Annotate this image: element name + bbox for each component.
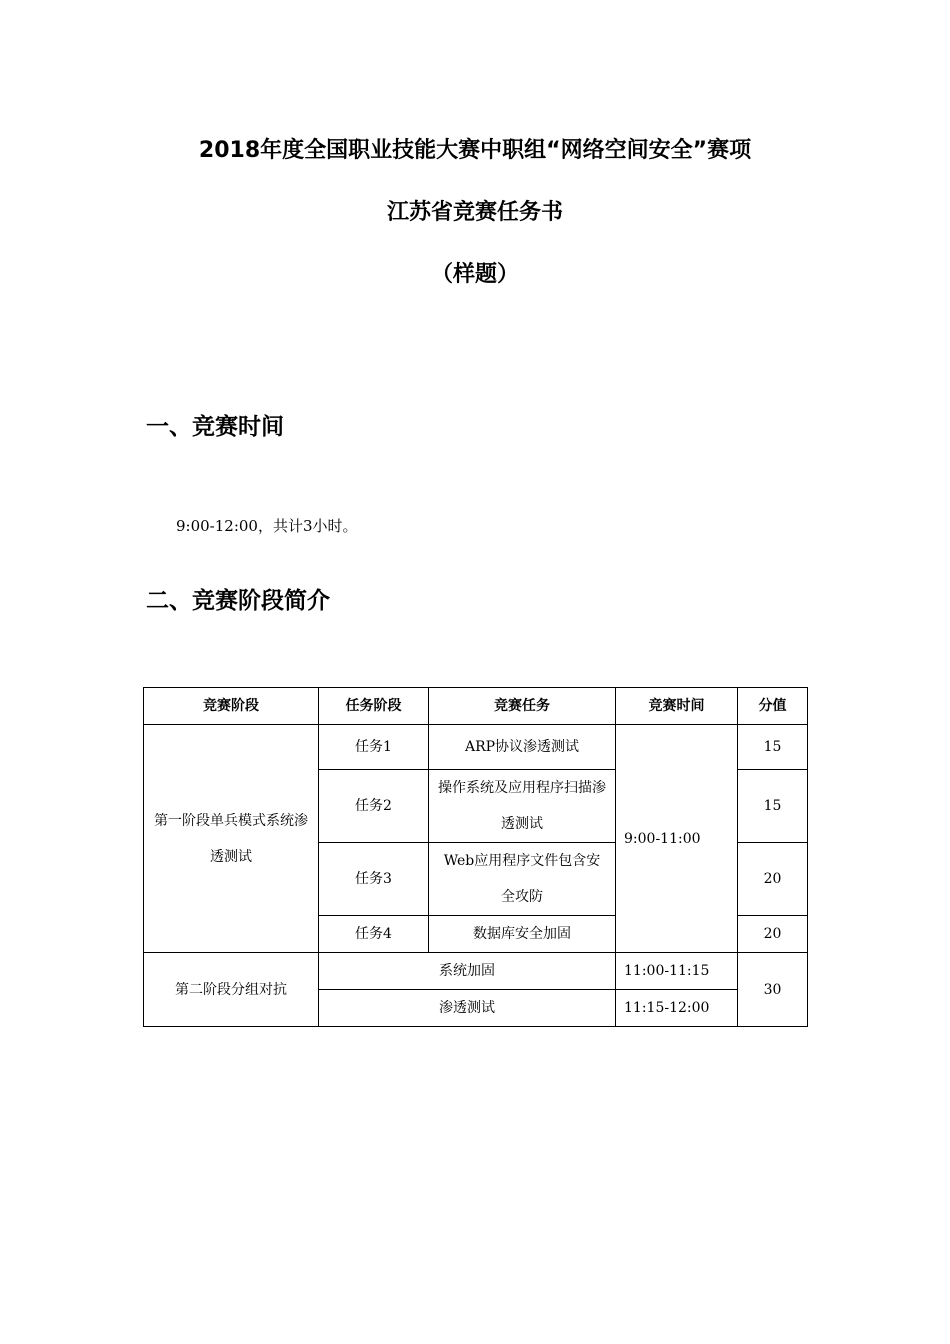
score-cell: 20: [738, 843, 808, 916]
table-header: 分值: [738, 688, 808, 725]
task-cell: 任务1: [319, 725, 429, 770]
task-content-cell: 操作系统及应用程序扫描渗透测试: [429, 770, 616, 843]
score-cell: 20: [738, 916, 808, 953]
stage-table: [143, 687, 808, 1027]
task-cell: 任务2: [319, 770, 429, 843]
task-content-cell: Web应用程序文件包含安全攻防: [429, 843, 616, 916]
task-cell: 任务4: [319, 916, 429, 953]
task-content-cell: 数据库安全加固: [429, 916, 616, 953]
table-header: 竞赛任务: [429, 688, 616, 725]
stage-name-cell: 第一阶段单兵模式系统渗透测试: [144, 725, 319, 953]
document-subtitle: 江苏省竞赛任务书: [386, 200, 563, 225]
stage-time-cell: 11:00-11:15: [616, 953, 738, 990]
score-cell: 15: [738, 725, 808, 770]
table-row: [144, 725, 808, 770]
table-header-row: [144, 688, 808, 725]
stage-time-cell: 9:00-11:00: [616, 725, 738, 953]
section-text-time: 9:00-12:00，共计3小时。: [176, 517, 358, 535]
score-cell: 15: [738, 770, 808, 843]
stage-time-cell: 11:15-12:00: [616, 990, 738, 1027]
section-heading-stages: 二、竞赛阶段简介: [146, 588, 330, 614]
task-cell: 任务3: [319, 843, 429, 916]
document-title: 2018年度全国职业技能大赛中职组“网络空间安全”赛项: [198, 138, 752, 163]
task-content-cell: ARP协议渗透测试: [429, 725, 616, 770]
table-row: [144, 953, 808, 990]
table-header: 竞赛时间: [616, 688, 738, 725]
table-header: 任务阶段: [319, 688, 429, 725]
task-content-cell: 系统加固: [319, 953, 616, 990]
task-content-cell: 渗透测试: [319, 990, 616, 1027]
stage-name-cell: 第二阶段分组对抗: [144, 953, 319, 1027]
document-subtitle-sample: （样题）: [430, 262, 519, 287]
score-cell: 30: [738, 953, 808, 1027]
section-heading-time: 一、竞赛时间: [146, 414, 284, 440]
table-header: 竞赛阶段: [144, 688, 319, 725]
